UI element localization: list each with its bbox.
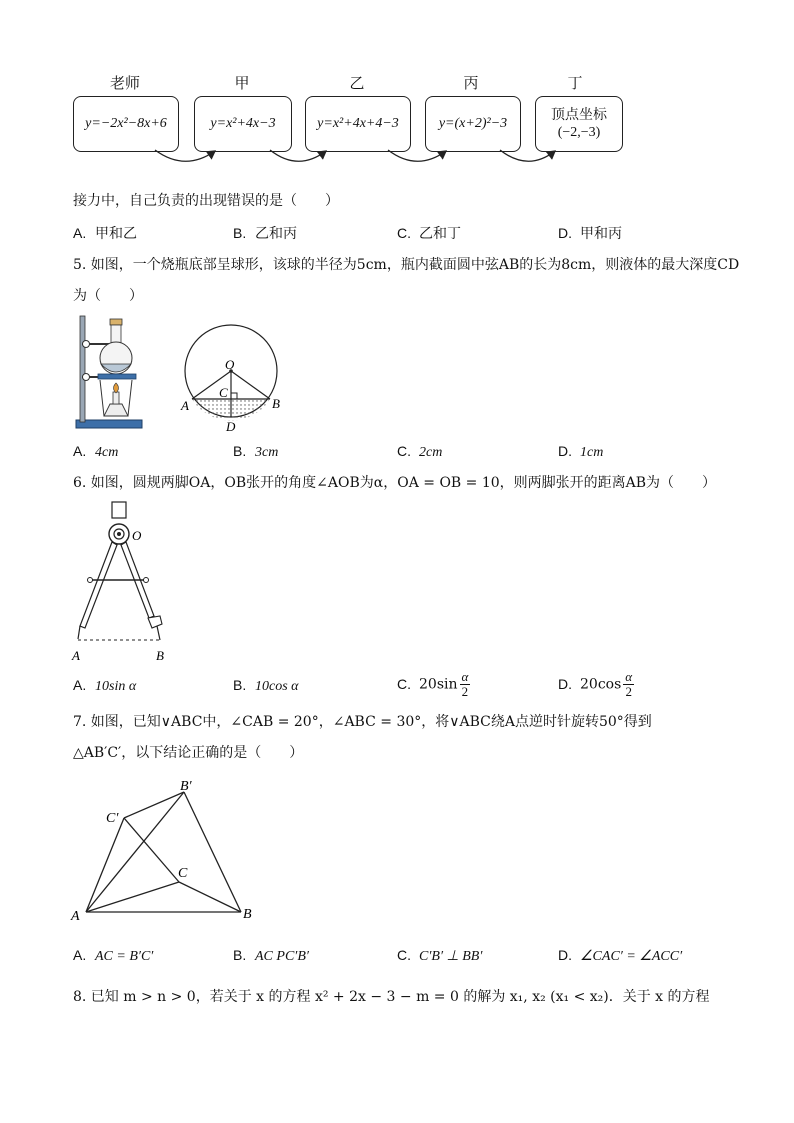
q5-option-d[interactable] <box>558 442 603 462</box>
q5-label-o: O <box>225 357 235 372</box>
q5-option-b-text: 3cm <box>255 445 279 460</box>
q6-option-c-fraction <box>460 670 471 699</box>
chain-arrow-2 <box>270 150 326 161</box>
q6-option-c-den: 2 <box>461 684 469 699</box>
q6-stem: 6. 如图，圆规两脚OA，OB张开的角度∠AOB为α，OA = OB = 10，则两脚张开的距离AB为（ ） <box>73 475 717 491</box>
chain-box-yi-text: y=x²+4x+4−3 <box>317 116 399 131</box>
q7-label-b-prime: B′ <box>180 779 192 794</box>
q6-option-c-label: C. <box>397 675 411 692</box>
chain-header-jia: 甲 <box>234 74 250 92</box>
q6-option-c-text: 20sin <box>419 676 458 693</box>
q4-option-d-label: D. <box>558 225 572 241</box>
q7-label-a: A <box>71 909 80 924</box>
q6-compass-figure <box>68 498 178 668</box>
q7-option-b-text: AC PC′B′ <box>255 949 309 964</box>
q5-flask-figure <box>70 312 150 432</box>
q5-option-a-label: A. <box>73 443 87 459</box>
q5-option-b[interactable] <box>233 442 278 462</box>
q5-label-d: D <box>226 419 236 434</box>
q7-label-b: B <box>243 907 252 922</box>
chain-arrow-3 <box>388 150 446 161</box>
q5-option-d-label: D. <box>558 443 572 459</box>
q7-stem-line1: 7. 如图，已知∨ABC中，∠CAB = 20°，∠ABC = 30°，将∨ABC绕A点逆时针旋转50°得到 <box>73 714 652 730</box>
q5-stem-line1: 5. 如图，一个烧瓶底部呈球形，该球的半径为5cm，瓶内截面圆中弦AB的长为8cm，则液体的最大深度CD <box>73 257 740 273</box>
q7-option-c[interactable] <box>397 946 482 966</box>
q4-option-a-label: A. <box>73 225 87 241</box>
q6-label-b: B <box>156 648 164 663</box>
q8-stem: 8. 已知 m > n > 0，若关于 x 的方程 x² + 2x − 3 − m = 0 的解为 x₁, x₂ (x₁ < x₂)．关于 x 的方程 <box>73 989 710 1005</box>
q5-option-b-label: B. <box>233 443 247 459</box>
q5-circle-figure <box>175 315 285 435</box>
q6-option-d-fraction <box>623 670 634 699</box>
chain-arrows <box>0 0 794 190</box>
q5-option-c-text: 2cm <box>419 445 443 460</box>
q6-option-d-text: 20cos <box>580 676 622 693</box>
chain-box-jia-text: y=x²+4x−3 <box>210 116 276 131</box>
q7-option-d-text: ∠CAC′ = ∠ACC′ <box>580 949 683 964</box>
q7-option-a-label: A. <box>73 947 87 963</box>
chain-box-ding-line1: 顶点坐标 <box>551 107 607 123</box>
q5-label-a: A <box>181 398 189 413</box>
q4-option-a-text: 甲和乙 <box>95 226 137 242</box>
q6-option-d-label: D. <box>558 675 572 692</box>
q4-option-a[interactable] <box>73 224 137 243</box>
q6-option-a-text: 10sin α <box>95 679 137 694</box>
q5-option-a-text: 4cm <box>95 445 119 460</box>
chain-header-yi: 乙 <box>349 74 365 92</box>
q7-label-c: C <box>178 866 188 881</box>
q5-option-c-label: C. <box>397 443 411 459</box>
chain-box-ding-line2: (−2,−3) <box>557 125 601 140</box>
q6-option-b-label: B. <box>233 677 247 693</box>
q6-option-c[interactable] <box>397 670 470 699</box>
q6-option-d-den: 2 <box>625 684 632 699</box>
q5-label-c: C <box>219 385 228 400</box>
q7-option-b-label: B. <box>233 947 247 963</box>
chain-header-teacher: 老师 <box>109 74 140 92</box>
q6-label-o: O <box>132 528 142 543</box>
q6-option-d[interactable] <box>558 670 634 699</box>
q7-option-c-text: C′B′ ⊥ BB′ <box>419 949 483 964</box>
q7-option-d[interactable] <box>558 946 682 966</box>
q5-option-a[interactable] <box>73 442 118 462</box>
q7-option-c-label: C. <box>397 947 411 963</box>
q7-option-b[interactable] <box>233 946 309 966</box>
q6-option-a[interactable] <box>73 676 136 696</box>
q6-option-b[interactable] <box>233 676 299 696</box>
q4-stem: 接力中，自己负责的出现错误的是（ ） <box>73 193 339 209</box>
q4-option-d-text: 甲和丙 <box>580 226 622 242</box>
q4-option-b[interactable] <box>233 224 297 243</box>
chain-arrow-1 <box>155 150 215 161</box>
chain-header-bing: 丙 <box>463 74 479 92</box>
q5-stem-line2: 为（ ） <box>73 288 143 304</box>
chain-box-bing-text: y=(x+2)²−3 <box>438 116 508 131</box>
q7-option-a[interactable] <box>73 946 153 966</box>
q4-option-c[interactable] <box>397 224 461 243</box>
chain-arrow-4 <box>500 150 555 161</box>
q6-option-a-label: A. <box>73 677 87 693</box>
q7-stem-line2: △AB′C′，以下结论正确的是（ ） <box>73 745 304 761</box>
q7-option-a-text: AC = B′C′ <box>95 949 154 964</box>
q5-option-c[interactable] <box>397 442 442 462</box>
q6-label-a: A <box>72 648 80 663</box>
q4-option-d[interactable] <box>558 224 622 243</box>
q5-option-d-text: 1cm <box>580 445 604 460</box>
q4-option-c-label: C. <box>397 225 411 241</box>
chain-box-teacher-text: y=−2x²−8x+6 <box>85 116 167 131</box>
q7-triangle-figure <box>66 772 266 927</box>
q4-option-b-label: B. <box>233 225 247 241</box>
q6-option-d-num: α <box>625 669 633 684</box>
q4-option-c-text: 乙和丁 <box>419 226 461 242</box>
q4-option-b-text: 乙和丙 <box>255 226 297 242</box>
q6-option-b-text: 10cos α <box>255 679 299 694</box>
q7-option-d-label: D. <box>558 947 572 963</box>
q5-label-b: B <box>272 396 280 411</box>
q7-label-c-prime: C′ <box>106 811 119 826</box>
q6-option-c-num: α <box>461 669 469 684</box>
chain-header-ding: 丁 <box>567 74 583 92</box>
